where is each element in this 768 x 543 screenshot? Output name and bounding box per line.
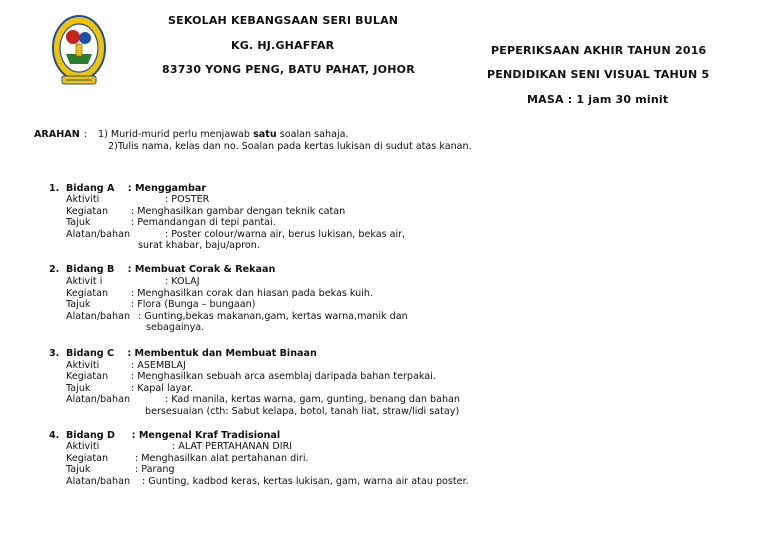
aktiviti-value: : ASEMBLAJ xyxy=(131,360,186,371)
alatan-value: : Gunting,bekas makanan,gam, kertas warna,manik dan xyxy=(138,311,408,322)
kegiatan-label: Kegiatan xyxy=(66,371,109,382)
tajuk-label: Tajuk xyxy=(66,464,91,475)
alatan-value-cont: bersesuaian (cth: Sabut kelapa, botol, tanah liat, straw/lidi satay) xyxy=(145,406,460,417)
tajuk-value: : Flora (Bunga – bungaan) xyxy=(131,299,256,310)
section-title: Bidang D : Mengenal Kraf Tradisional xyxy=(66,430,281,441)
aktiviti-label: Aktivit i xyxy=(66,276,103,287)
section-title: Bidang C : Membentuk dan Membuat Binaan xyxy=(66,348,317,359)
kegiatan-label: Kegiatan xyxy=(66,288,109,299)
kegiatan-value: : Menghasilkan corak dan hiasan pada bekas kuih. xyxy=(131,288,374,299)
alatan-label: Alatan/bahan xyxy=(66,311,131,322)
aktiviti-label: Aktiviti xyxy=(66,194,100,205)
kegiatan-value: : Menghasilkan gambar dengan teknik catan xyxy=(131,206,346,217)
section-number: 4. xyxy=(49,430,60,441)
tajuk-label: Tajuk xyxy=(66,299,91,310)
alatan-label: Alatan/bahan xyxy=(66,229,131,240)
aktiviti-value: : KOLAJ xyxy=(165,276,200,287)
alatan-value-cont: sebagainya. xyxy=(146,322,205,333)
tajuk-label: Tajuk xyxy=(66,383,91,394)
school-crest-icon xyxy=(52,14,106,88)
tajuk-label: Tajuk xyxy=(66,217,91,228)
exam-duration: MASA : 1 jam 30 minit xyxy=(527,93,669,106)
kegiatan-value: : Menghasilkan alat pertahanan diri. xyxy=(135,453,309,464)
kegiatan-label: Kegiatan xyxy=(66,206,109,217)
kegiatan-label: Kegiatan xyxy=(66,453,109,464)
instruction-1: 1) Murid-murid perlu menjawab satu soalan sahaja. xyxy=(98,129,349,140)
school-location: KG. HJ.GHAFFAR xyxy=(231,39,335,52)
instructions-label: ARAHAN xyxy=(34,129,80,140)
tajuk-value: : Parang xyxy=(135,464,175,475)
tajuk-value: : Kapal layar. xyxy=(131,383,194,394)
kegiatan-value: : Menghasilkan sebuah arca asemblaj daripada bahan terpakai. xyxy=(131,371,436,382)
alatan-value: : Poster colour/warna air, berus lukisan, bekas air, xyxy=(165,229,406,240)
instructions-colon: : xyxy=(84,129,88,140)
school-address: 83730 YONG PENG, BATU PAHAT, JOHOR xyxy=(162,63,415,76)
section-title: Bidang B : Membuat Corak & Rekaan xyxy=(66,264,276,275)
section-number: 2. xyxy=(49,264,60,275)
alatan-value: : Kad manila, kertas warna, gam, gunting, benang dan bahan xyxy=(165,394,460,405)
aktiviti-value: : POSTER xyxy=(165,194,210,205)
exam-title: PEPERIKSAAN AKHIR TAHUN 2016 xyxy=(491,44,707,57)
section-number: 1. xyxy=(49,183,60,194)
instruction-2: 2)Tulis nama, kelas dan no. Soalan pada kertas lukisan di sudut atas kanan. xyxy=(108,141,472,152)
section-title: Bidang A : Menggambar xyxy=(66,183,207,194)
school-name: SEKOLAH KEBANGSAAN SERI BULAN xyxy=(168,14,399,27)
alatan-value: : Gunting, kadbod keras, kertas lukisan, gam, warna air atau poster. xyxy=(142,476,469,487)
exam-subject: PENDIDIKAN SENI VISUAL TAHUN 5 xyxy=(487,68,710,81)
section-number: 3. xyxy=(49,348,60,359)
tajuk-value: : Pemandangan di tepi pantai. xyxy=(131,217,276,228)
aktiviti-label: Aktiviti xyxy=(66,360,100,371)
alatan-label: Alatan/bahan xyxy=(66,394,131,405)
aktiviti-label: Aktiviti xyxy=(66,441,100,452)
aktiviti-value: : ALAT PERTAHANAN DIRI xyxy=(172,441,293,452)
alatan-label: Alatan/bahan xyxy=(66,476,131,487)
alatan-value-cont: surat khabar, baju/apron. xyxy=(138,240,260,251)
